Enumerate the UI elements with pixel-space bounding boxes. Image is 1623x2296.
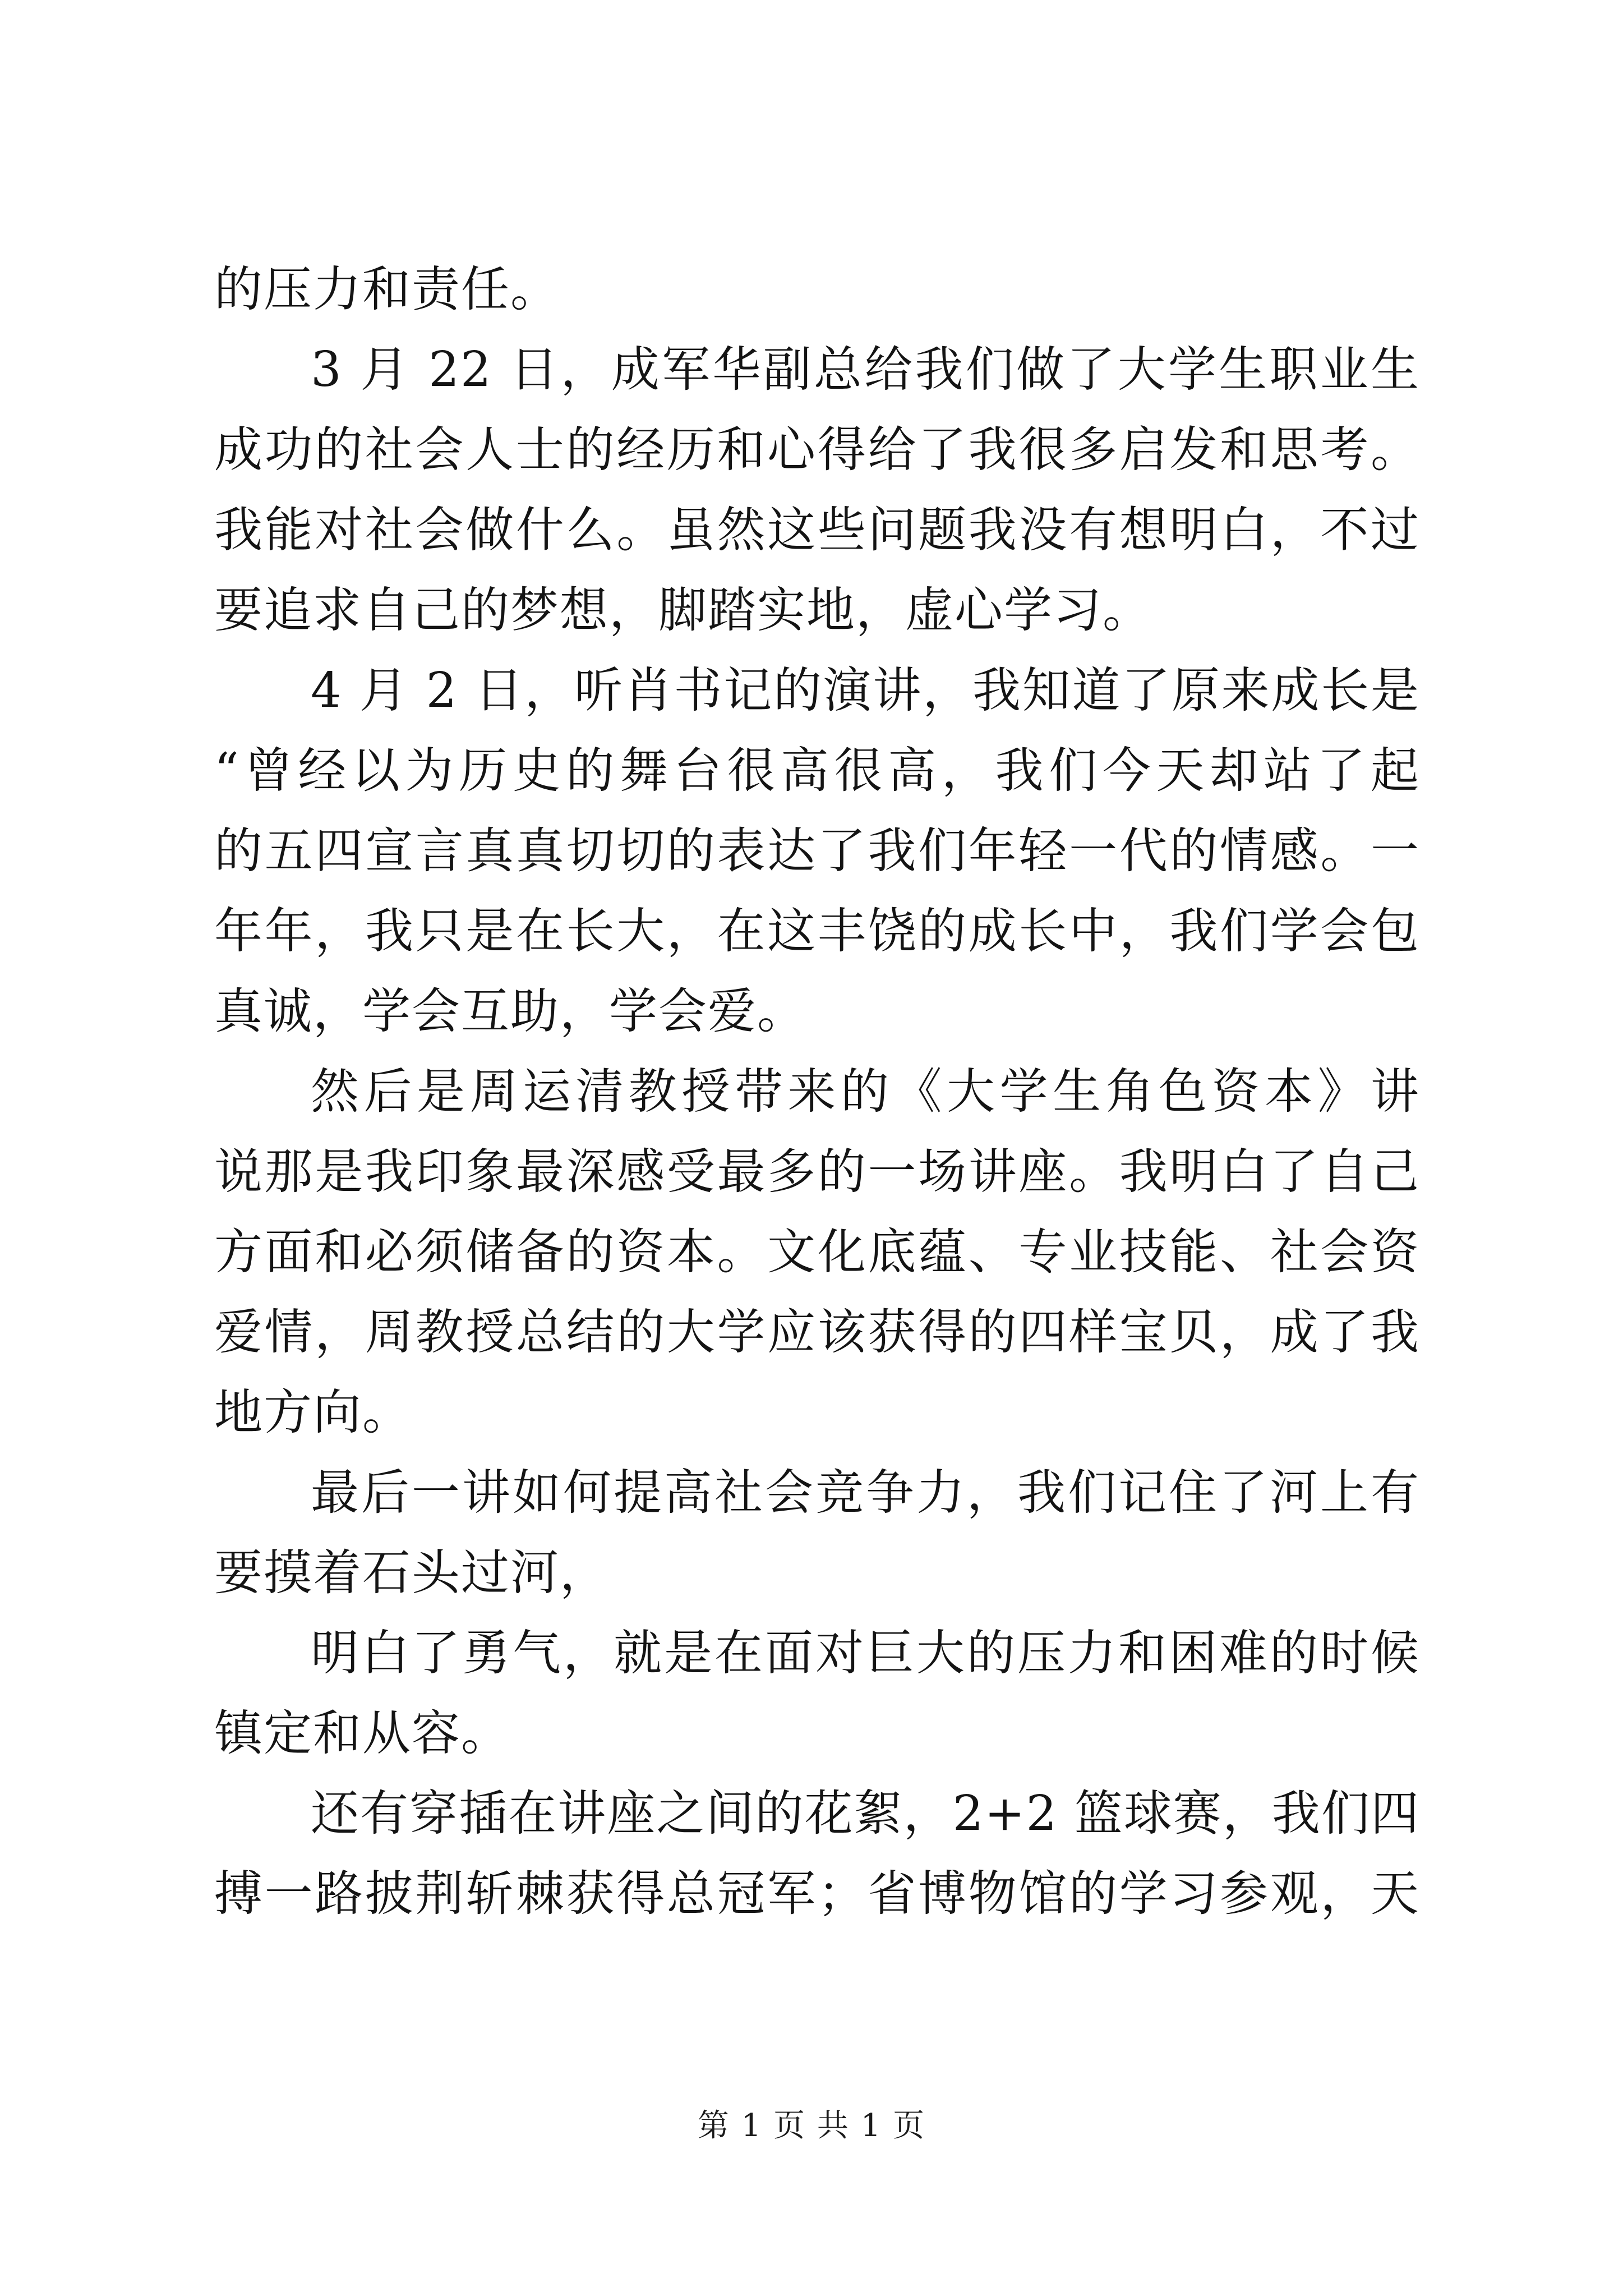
text-line: 说那是我印象最深感受最多的一场讲座。我明白了自己 [214,1144,1420,1200]
text-line: 然后是周运清教授带来的《大学生角色资本》讲 [311,1064,1420,1120]
page-footer: 第 1 页 共 1 页 [697,2108,926,2144]
text-line: “曾经以为历史的舞台很高很高，我们今天却站了起 [214,743,1420,799]
text-line: 成功的社会人士的经历和心得给了我很多启发和思考。 [214,422,1420,478]
text-line: 明白了勇气，就是在面对巨大的压力和困难的时候 [311,1625,1420,1681]
text-line: 方面和必须储备的资本。文化底蕴、专业技能、社会资 [214,1224,1420,1280]
text-line: 要摸着石头过河， [214,1545,609,1601]
text-line: 地方向。 [214,1384,412,1441]
text-line: 4 月 2 日，听肖书记的演讲，我知道了原来成长是 [311,662,1420,719]
text-line: 爱情，周教授总结的大学应该获得的四样宝贝，成了我 [214,1304,1420,1360]
text-line: 要追求自己的梦想，脚踏实地，虚心学习。 [214,582,1152,638]
text-line: 真诚，学会互助，学会爱。 [214,983,806,1039]
text-line: 的压力和责任。 [214,261,560,318]
text-line: 镇定和从容。 [214,1705,510,1761]
text-line: 我能对社会做什么。虽然这些问题我没有想明白，不过 [214,502,1420,558]
text-line: 3 月 22 日，成军华副总给我们做了大学生职业生 [311,342,1420,398]
text-line: 的五四宣言真真切切的表达了我们年轻一代的情感。一 [214,823,1420,879]
text-line: 最后一讲如何提高社会竞争力，我们记住了河上有 [311,1465,1420,1521]
text-line: 搏一路披荆斩棘获得总冠军；省博物馆的学习参观，天 [214,1866,1420,1922]
document-body [214,250,1420,1934]
text-line: 年年，我只是在长大，在这丰饶的成长中，我们学会包 [214,903,1420,959]
text-line: 还有穿插在讲座之间的花絮，2+2 篮球赛，我们四 [311,1786,1420,1842]
